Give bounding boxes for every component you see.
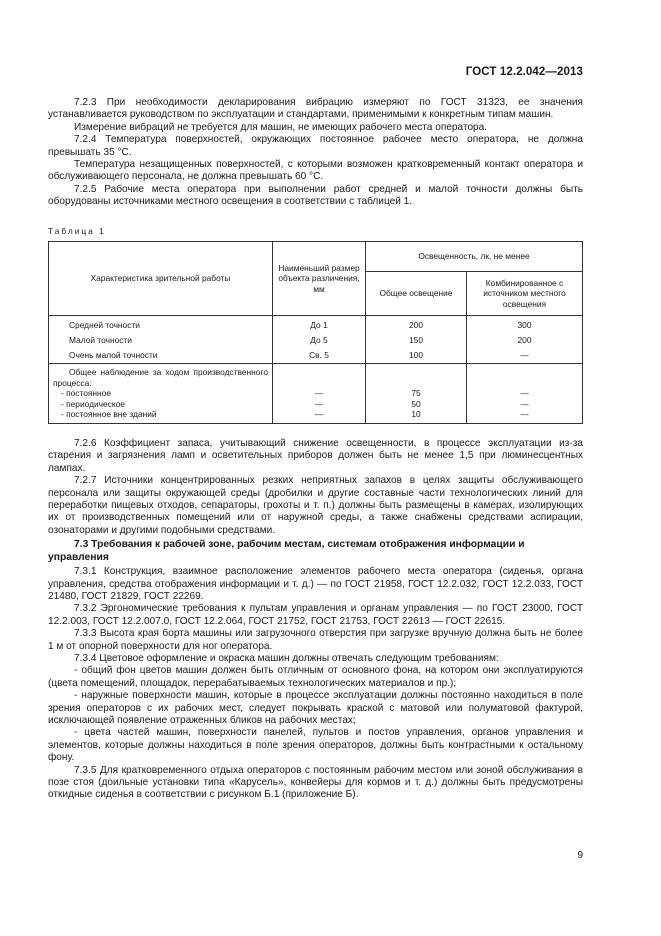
- paragraph: Температура незащищенных поверхностей, с которыми возможен кратковременный контакт оператора и обслуживающего персонала, не должна превышать 60 °С.: [48, 159, 583, 183]
- table-caption: Таблица 1: [48, 225, 106, 236]
- page-number: 9: [577, 850, 583, 861]
- illumination-table: [48, 241, 583, 424]
- paragraph: 7.3.1 Конструкция, взаимное расположение элементов рабочего места оператора (сиденья, органа управления, средства отображения информации и т. д.) — по ГОСТ 21958, ГОСТ 12.2.032, ГОСТ 12.2.033, ГОСТ 21480, ГОСТ 21829, ГОСТ 22269.: [48, 566, 583, 602]
- paragraph: 7.2.6 Коэффициент запаса, учитывающий снижение освещенности, в процессе эксплуатации из-за старения и загрязнения ламп и осветительных приборов должен быть не менее 1,5 при люминесцентных лампах.: [48, 438, 583, 474]
- paragraph: 7.2.3 При необходимости декларирования вибрацию измеряют по ГОСТ 31323, ее значения устанавливается руководством по эксплуатации и стандартами, применимыми к конкретным типам машин.: [48, 97, 583, 121]
- document-header: ГОСТ 12.2.042—2013: [465, 66, 583, 78]
- table-row: Очень малой точности Св. 5 100 —: [49, 348, 583, 364]
- document-body: [48, 97, 583, 802]
- list-item: - общий фон цветов машин должен быть отличным от основного фона, на котором они эксплуатируются (цвета помещений, площадок, перерабатываемых технологических материалов и пр.);: [48, 665, 583, 689]
- list-item: - цвета частей машин, поверхности панелей, пультов и постов управления, органов управления и элементов, которые должны находиться в поле зрения операторов, должны быть контрастными к остальному фону.: [48, 727, 583, 764]
- group-label: Общее наблюдение за ходом производственного процесса:: [53, 367, 268, 388]
- paragraph: 7.3.5 Для кратковременного отдыха операторов с постоянным рабочим местом или зоной обслуживания в позе стоя (доильные установки типа «Карусель», конвейеры для кормов и т. д.) должны быть предусмотрены откидные сиденья в соответствии с рисунком Б.1 (приложение Б).: [48, 764, 583, 801]
- section-heading: 7.3 Требования к рабочей зоне, рабочим местам, системам отображения информации и управления: [48, 539, 525, 563]
- paragraph: 7.2.4 Температура поверхностей, окружающих постоянное рабочее место оператора, не должна превышать 35 °С.: [48, 134, 583, 158]
- paragraph: 7.3.2 Эргономические требования к пультам управления и органам управления — по ГОСТ 23000, ГОСТ 12.2.003, ГОСТ 12.2.007.0, ГОСТ 12.2.064, ГОСТ 21752, ГОСТ 21753, ГОСТ 22613 — ГОСТ 22615.: [48, 603, 583, 627]
- header-combined-lighting: Комбинированное с источником местного освещения: [467, 272, 583, 316]
- table-row: Малой точности До 5 150 200: [49, 333, 583, 348]
- paragraph: Измерение вибраций не требуется для машин, не имеющих рабочего места оператора.: [74, 121, 488, 133]
- paragraph: 7.2.7 Источники концентрированных резких неприятных запахов в целях защиты обслуживающего персонала или защиты окружающей среды (дробилки и другие составные части технологических линий для переработки пищевых отходов, сепараторы, грохоты и т. п.) должны быть размещены в камерах, изолирующих их от производственных помещений или от наружной среды, а также снабжены средствами аспирации, озонаторами и другими подобными средствами.: [48, 475, 583, 536]
- table-row: Средней точности До 1 200 300: [49, 316, 583, 334]
- header-illumination: Освещенность, лк, не менее: [366, 242, 583, 272]
- header-visual-work: Характеристика зрительной работы: [49, 242, 273, 316]
- paragraph: 7.3.4 Цветовое оформление и окраска машин должны отвечать следующим требованиям:: [74, 652, 499, 664]
- paragraph: 7.3.3 Высота края борта машины или загрузочного отверстия при загрузке вручную должна быть не более 1 м от опорной поверхности для ног оператора.: [48, 628, 583, 652]
- header-general-lighting: Общее освещение: [366, 272, 467, 316]
- paragraph: 7.2.5 Рабочие места оператора при выполнении работ средней и малой точности должны быть оборудованы источниками местного освещения в соответствии с таблицей 1.: [48, 183, 583, 208]
- table-row-group: Общее наблюдение за ходом производственного процесса: - постоянное - периодическое - постоянное вне зданий — — — 75 50 10 — — —: [49, 364, 583, 424]
- list-item: - наружные поверхности машин, которые в процессе эксплуатации должны постоянно находиться в поле зрения операторов с их рабочих мест, следует покрывать краской с матовой или полуматовой фактурой, исключающей появление отраженных бликов на рабочих местах;: [48, 690, 583, 726]
- header-object-size: Наименьший размер объекта различения, мм: [273, 242, 366, 316]
